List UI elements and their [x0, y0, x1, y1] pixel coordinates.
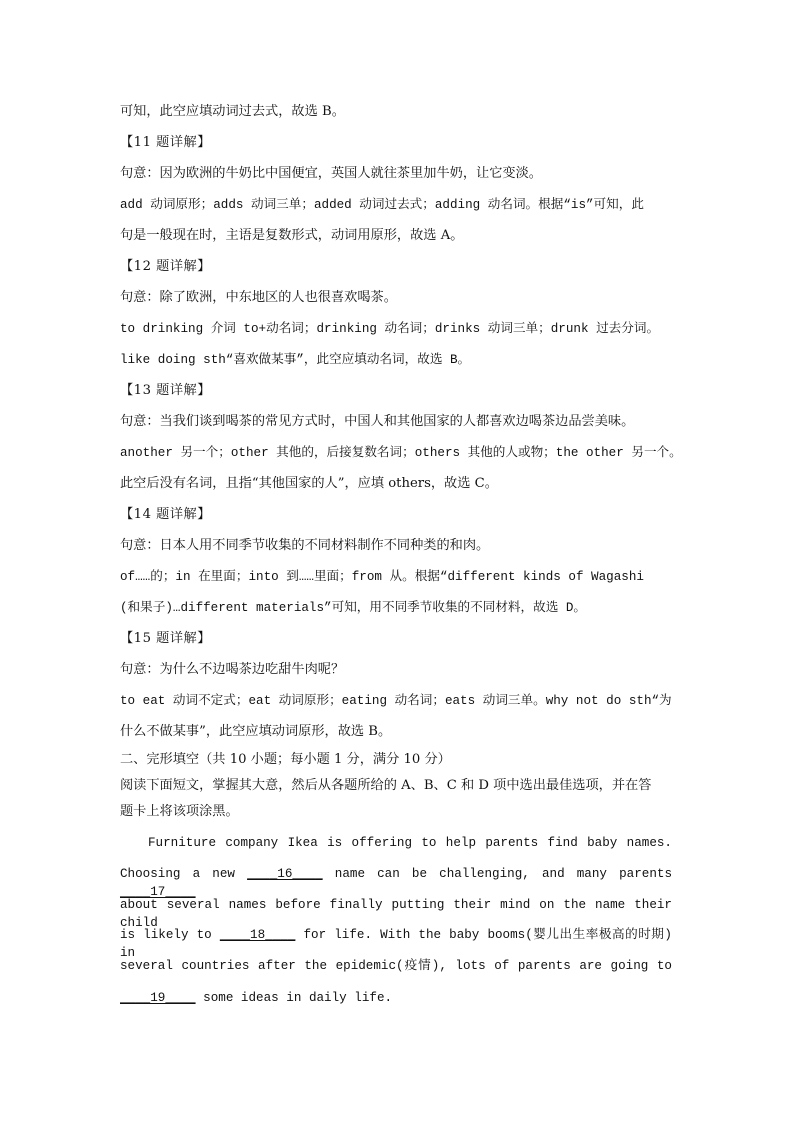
- passage-line: several countries after the epidemic(疫情), lots of parents are going to: [120, 959, 672, 973]
- text-line: 什么不做某事”，此空应填动词原形，故选 B。: [120, 724, 392, 739]
- text-line: another 另一个；other 其他的，后接复数名词；others 其他的人或物；the other 另一个。: [120, 446, 682, 460]
- section-heading-q15: 【15 题详解】: [120, 631, 211, 646]
- blank-18[interactable]: ____18____: [219, 928, 296, 942]
- text-line: 句意：因为欧洲的牛奶比中国便宜，英国人就往茶里加牛奶，让它变淡。: [120, 166, 542, 181]
- blank-16[interactable]: ____16____: [247, 867, 323, 881]
- text-line: like doing sth“喜欢做某事”，此空应填动名词，故选 B。: [120, 353, 471, 367]
- text-line: 句意：除了欧洲，中东地区的人也很喜欢喝茶。: [120, 290, 397, 305]
- text-line: 句是一般现在时，主语是复数形式，动词用原形，故选 A。: [120, 228, 464, 243]
- section-heading-q13: 【13 题详解】: [120, 383, 211, 398]
- passage-line: ____19____ some ideas in daily life.: [120, 991, 393, 1005]
- passage-line: Choosing a new ____16____ name can be challenging, and many parents ____17____: [120, 867, 672, 899]
- text-line: 可知，此空应填动词过去式，故选 B。: [120, 104, 345, 119]
- section-heading-q11: 【11 题详解】: [120, 135, 211, 150]
- text-line: of……的；in 在里面；into 到……里面；from 从。根据“different kinds of Wagashi: [120, 570, 644, 584]
- instruction-line: 题卡上将该项涂黑。: [120, 804, 239, 819]
- section-heading-q14: 【14 题详解】: [120, 507, 211, 522]
- text-line: to drinking 介词 to+动名词；drinking 动名词；drinks 动词三单；drunk 过去分词。: [120, 322, 660, 336]
- blank-19[interactable]: ____19____: [120, 991, 196, 1005]
- text-line: (和果子)…different materials”可知，用不同季节收集的不同材料，故选 D。: [120, 601, 586, 615]
- text-line: 句意：日本人用不同季节收集的不同材料制作不同种类的和肉。: [120, 538, 490, 553]
- text-line: 此空后没有名词，且指“其他国家的人”，应填 others，故选 C。: [120, 476, 498, 491]
- instruction-line: 阅读下面短文，掌握其大意，然后从各题所给的 A、B、C 和 D 项中选出最佳选项，并在答: [120, 778, 652, 793]
- blank-17[interactable]: ____17____: [120, 885, 196, 899]
- section-title-cloze: 二、完形填空（共 10 小题；每小题 1 分，满分 10 分）: [120, 752, 451, 767]
- text-line: to eat 动词不定式；eat 动词原形；eating 动名词；eats 动词三单。why not do sth“为: [120, 694, 672, 708]
- text-line: 句意：为什么不边喝茶边吃甜牛肉呢？: [120, 662, 345, 677]
- passage-line: about several names before finally putting their mind on the name their child: [120, 898, 672, 930]
- passage-line: Furniture company Ikea is offering to help parents find baby names.: [148, 836, 672, 850]
- passage-line: is likely to ____18____ for life. With the baby booms(婴儿出生率极高的时期) in: [120, 928, 672, 960]
- text-line: 句意：当我们谈到喝茶的常见方式时，中国人和其他国家的人都喜欢边喝茶边品尝美味。: [120, 414, 635, 429]
- section-heading-q12: 【12 题详解】: [120, 259, 211, 274]
- text-line: add 动词原形；adds 动词三单；added 动词过去式；adding 动名词。根据“is”可知，此: [120, 198, 644, 212]
